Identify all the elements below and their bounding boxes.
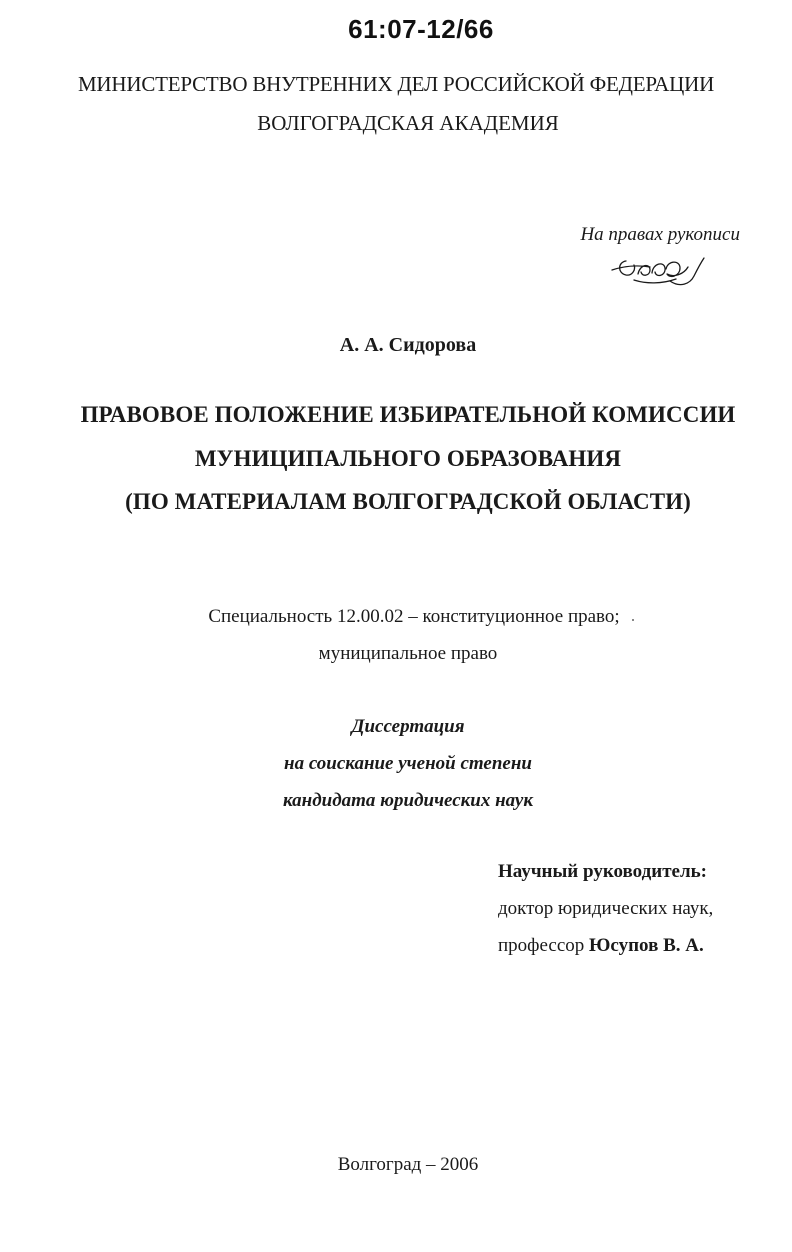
- dissertation-type-line-3: кандидата юридических наук: [283, 790, 533, 811]
- dissertation-type-line-1: Диссертация: [351, 716, 465, 737]
- dissertation-title-line-1: ПРАВОВОЕ ПОЛОЖЕНИЕ ИЗБИРАТЕЛЬНОЙ КОМИССИИ: [80, 402, 736, 427]
- author-name: А. А. Сидорова: [339, 334, 477, 356]
- supervisor-title: профессор: [498, 935, 585, 956]
- supervisor-heading: Научный руководитель:: [498, 861, 707, 882]
- supervisor-name: Юсупов В. А.: [589, 935, 704, 956]
- manuscript-note: На правах рукописи: [580, 224, 740, 245]
- ministry-name: МИНИСТЕРСТВО ВНУТРЕННИХ ДЕЛ РОССИЙСКОЙ ФЕДЕРАЦИИ: [77, 72, 715, 96]
- specialty-line-1: Специальность 12.00.02 – конституционное право;: [208, 606, 620, 627]
- dissertation-title-line-3: (ПО МАТЕРИАЛАМ ВОЛГОГРАДСКОЙ ОБЛАСТИ): [125, 489, 691, 514]
- archive-stamp-code: 61:07-12/66: [348, 14, 494, 44]
- specialty-line-2: муниципальное право: [318, 643, 498, 664]
- supervisor-name-line: [498, 935, 704, 957]
- scan-speck: [632, 619, 634, 621]
- signature-icon: [604, 248, 710, 294]
- place-and-year: Волгоград – 2006: [337, 1154, 479, 1175]
- dissertation-title-line-2: МУНИЦИПАЛЬНОГО ОБРАЗОВАНИЯ: [194, 446, 622, 471]
- dissertation-type-line-2: на соискание ученой степени: [284, 753, 532, 774]
- supervisor-degree: доктор юридических наук,: [498, 898, 714, 919]
- academy-name: ВОЛГОГРАДСКАЯ АКАДЕМИЯ: [257, 111, 559, 135]
